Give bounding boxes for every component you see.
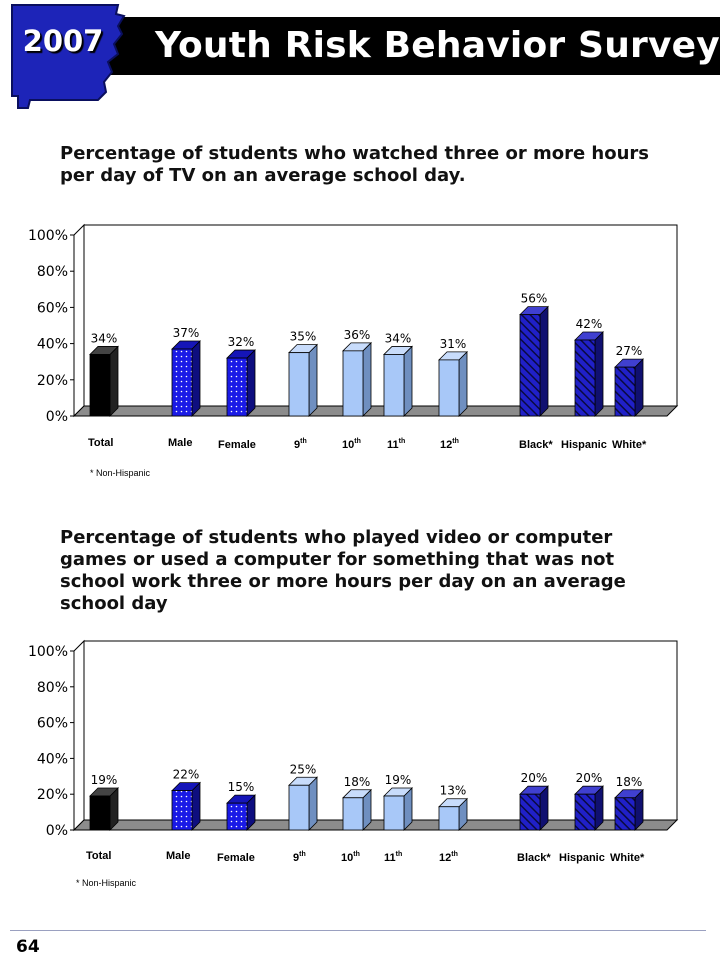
value-label: 34% [384, 331, 412, 346]
category-label: 10th [341, 851, 360, 864]
page-number: 64 [16, 937, 40, 957]
bar-total [90, 346, 118, 416]
value-label: 19% [90, 772, 118, 787]
bar-9th [289, 777, 317, 830]
value-label: 56% [520, 291, 548, 306]
bar-white [615, 790, 643, 830]
bar-10th [343, 343, 371, 416]
y-tick-label: 100% [27, 644, 68, 660]
category-label: Male [168, 437, 193, 449]
value-label: 32% [227, 335, 255, 350]
bar-black [520, 786, 548, 830]
chart-title-games: Percentage of students who played video or computer games or used a computer for something that was not school work three or more hours per day on an average school day [60, 527, 626, 614]
value-label: 42% [575, 316, 603, 331]
value-label: 18% [343, 774, 371, 789]
category-label: Black* [517, 852, 551, 864]
y-tick-label: 60% [36, 715, 68, 732]
bar-11th [384, 788, 412, 830]
bar-female [227, 350, 255, 416]
category-label: Black* [519, 439, 553, 451]
bar-12th [439, 799, 467, 830]
y-tick-label: 0% [45, 409, 68, 425]
y-tick-label: 80% [36, 679, 68, 696]
bar-total [90, 788, 118, 830]
category-label: 9th [294, 438, 307, 451]
value-label: 27% [615, 344, 643, 359]
bar-female [227, 795, 255, 830]
category-label: Male [166, 850, 191, 862]
bar-male [172, 783, 200, 830]
bar-10th [343, 790, 371, 830]
chart-side-wall [74, 641, 84, 830]
bar-black [520, 307, 548, 416]
category-label: White* [610, 852, 645, 864]
y-tick-label: 0% [45, 823, 68, 839]
y-tick-label: 40% [36, 751, 68, 768]
value-label: 15% [227, 780, 255, 795]
category-label: Total [88, 437, 114, 449]
category-label: 10th [342, 438, 361, 451]
y-tick-label: 20% [36, 787, 68, 804]
value-label: 22% [172, 767, 200, 782]
chart-title-tv: Percentage of students who watched three or more hours per day of TV on an average school day. [60, 143, 650, 186]
bar-12th [439, 352, 467, 416]
survey-year: 2007 [22, 24, 104, 58]
category-label: Female [218, 439, 256, 451]
category-label: Hispanic [559, 852, 605, 864]
value-label: 36% [343, 327, 371, 342]
category-label: White* [612, 439, 647, 451]
bar-hispanic [575, 786, 603, 830]
y-tick-label: 40% [36, 336, 68, 353]
footnote-text: * Non-Hispanic [90, 468, 151, 478]
category-label: 11th [384, 851, 403, 864]
footer-divider [10, 930, 706, 931]
footnote-text: * Non-Hispanic [76, 878, 137, 888]
category-label: Total [86, 850, 112, 862]
value-label: 20% [520, 771, 548, 786]
value-label: 18% [615, 774, 643, 789]
value-label: 20% [575, 771, 603, 786]
games-computer-bar-chart [0, 625, 720, 900]
category-label: Hispanic [561, 439, 607, 451]
y-tick-label: 20% [36, 372, 68, 389]
value-label: 25% [289, 762, 317, 777]
tv-hours-bar-chart [0, 210, 720, 500]
value-label: 19% [384, 772, 412, 787]
y-tick-label: 60% [36, 300, 68, 317]
category-label: 9th [293, 851, 306, 864]
bar-hispanic [575, 332, 603, 416]
bar-male [172, 341, 200, 416]
category-label: Female [217, 852, 255, 864]
page-title: Youth Risk Behavior Survey [155, 25, 720, 66]
value-label: 31% [439, 336, 467, 351]
bar-white [615, 359, 643, 416]
category-label: 11th [387, 438, 406, 451]
y-tick-label: 80% [36, 264, 68, 281]
value-label: 34% [90, 331, 118, 346]
bar-9th [289, 345, 317, 416]
value-label: 35% [289, 329, 317, 344]
value-label: 13% [439, 783, 467, 798]
bar-11th [384, 346, 412, 416]
y-tick-label: 100% [27, 228, 68, 244]
category-label: 12th [440, 438, 459, 451]
category-label: 12th [439, 851, 458, 864]
chart-side-wall [74, 225, 84, 416]
value-label: 37% [172, 326, 200, 341]
